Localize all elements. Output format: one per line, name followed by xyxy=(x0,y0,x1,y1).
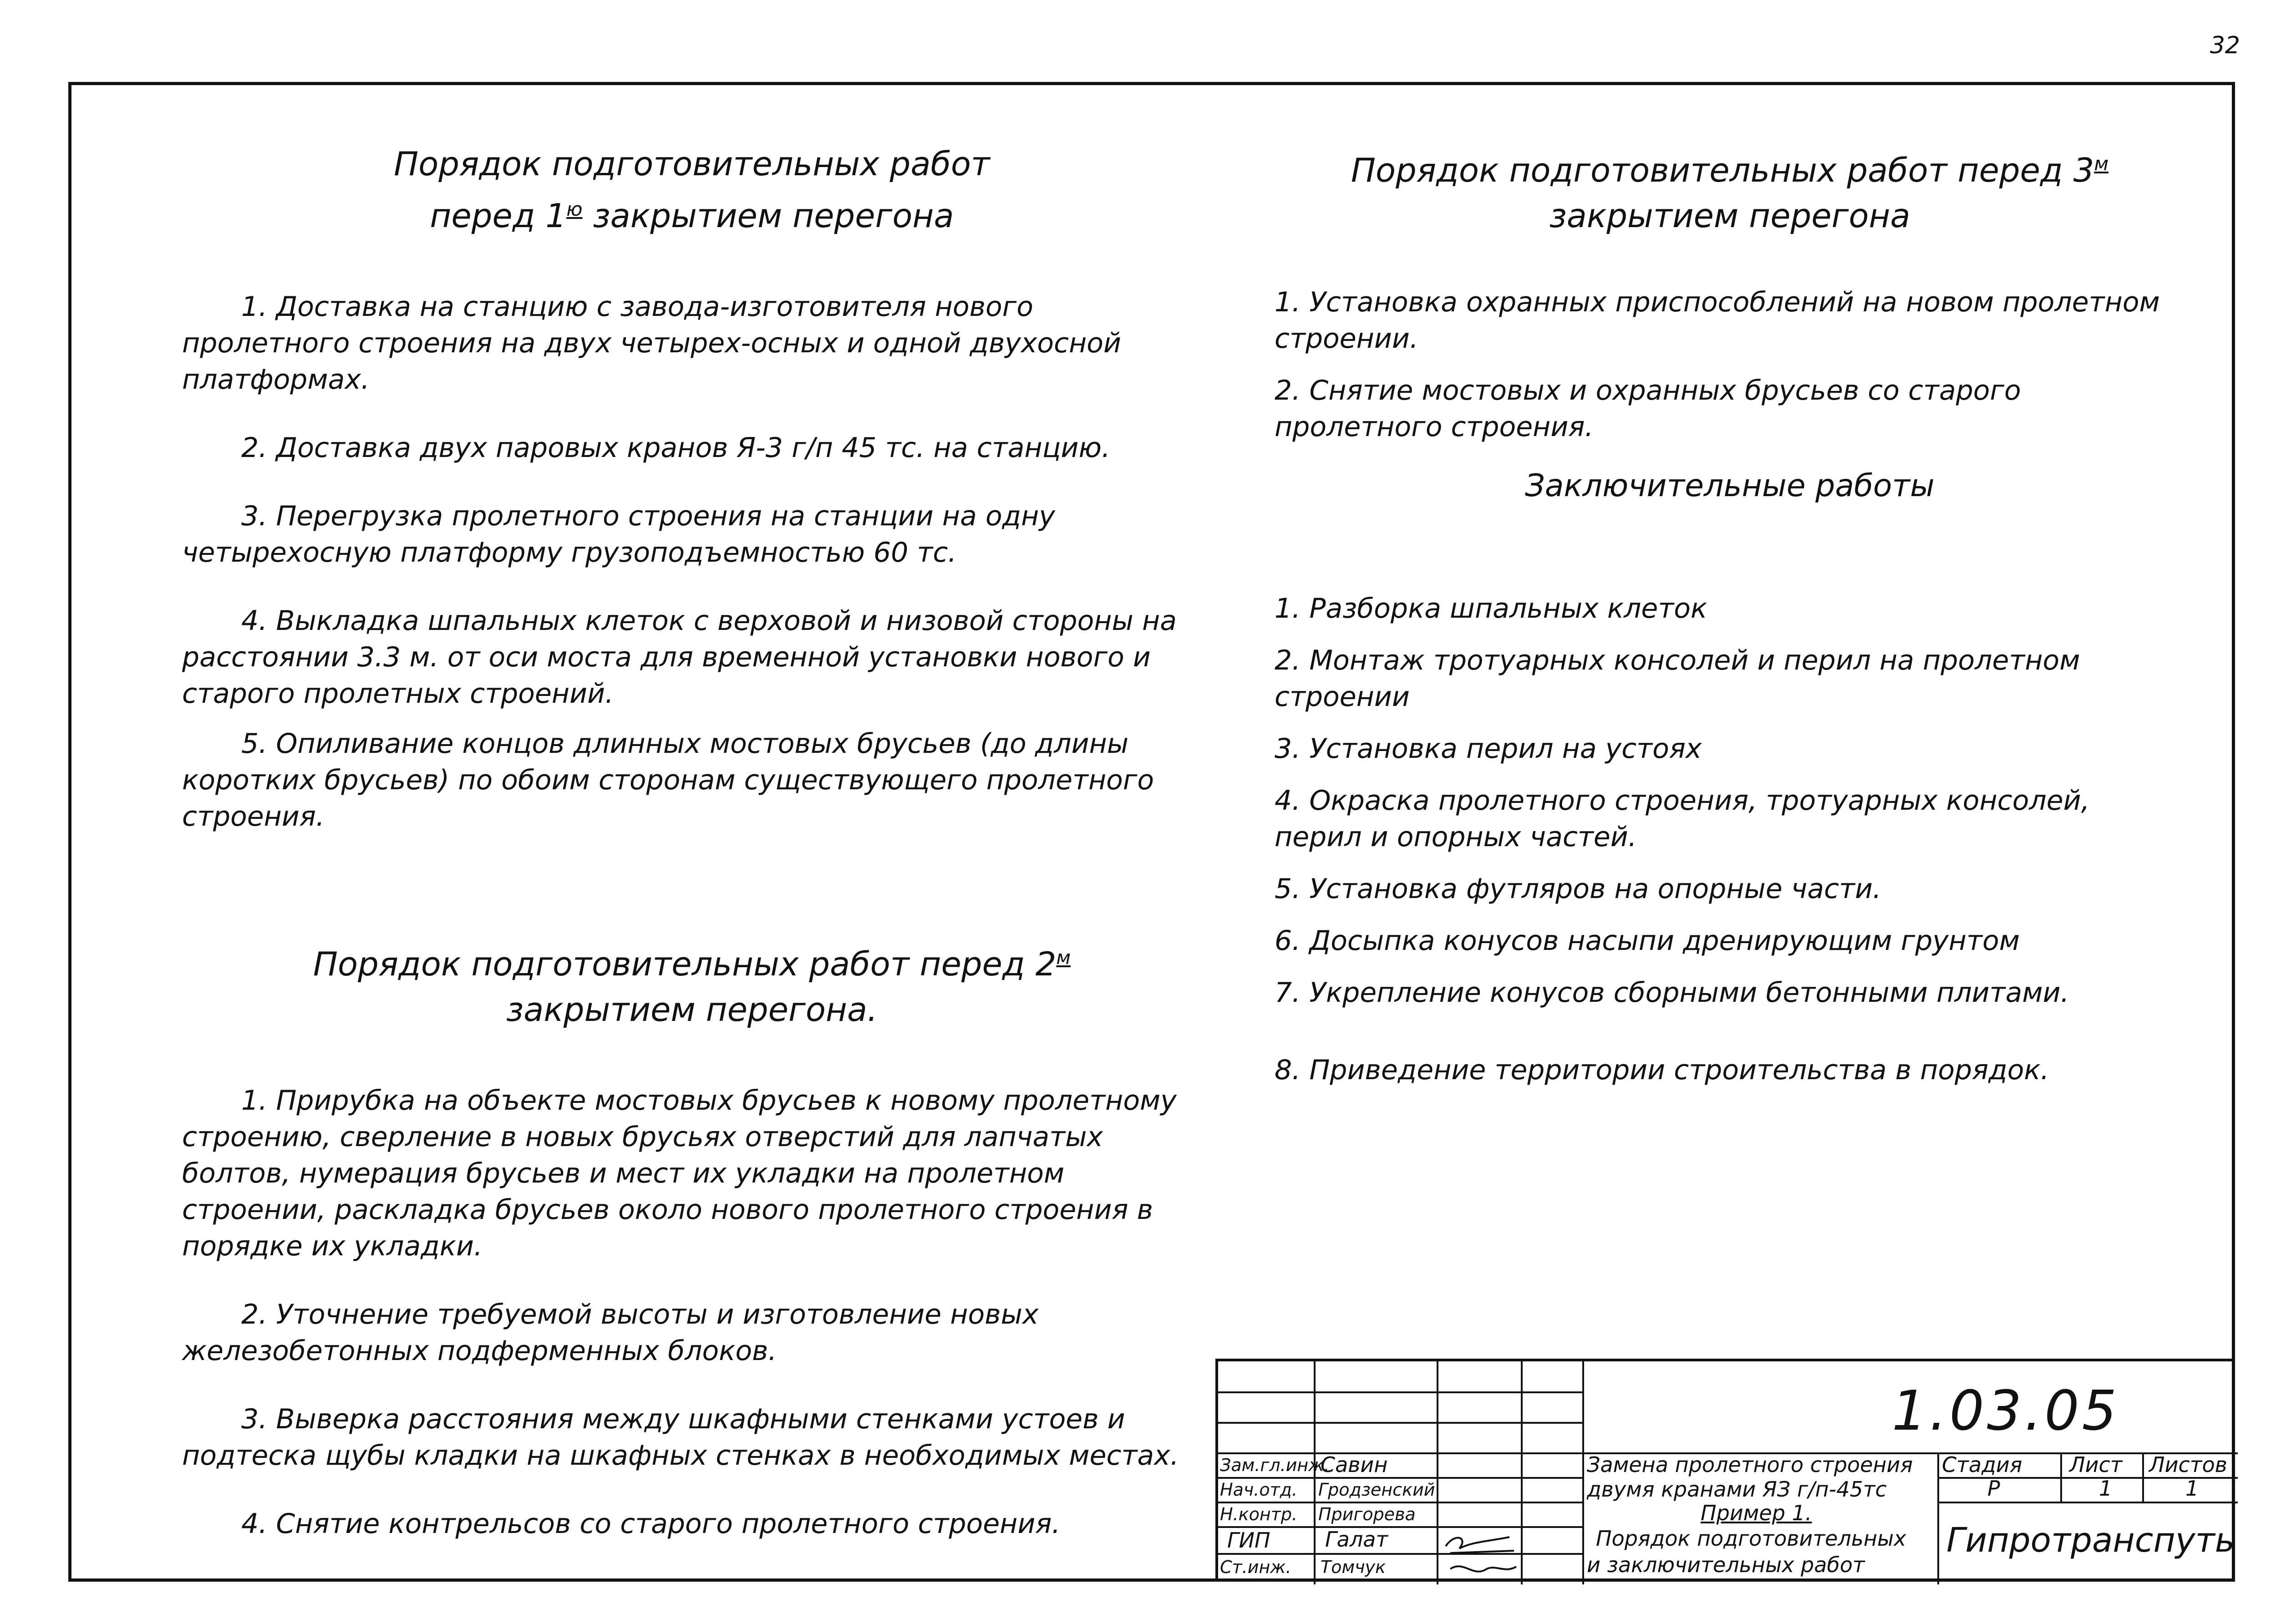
prep2-item-2: 2. Уточнение требуемой высоты и изготовление новых железобетонных подферменных блоков. xyxy=(182,1299,1039,1367)
heading-prep-1-line1: Порядок подготовительных работ xyxy=(394,145,990,183)
tb-line xyxy=(1218,1526,1582,1528)
heading-prep-3-sup: м xyxy=(2094,152,2109,175)
tb-line xyxy=(2142,1452,2144,1502)
heading-prep-1-line2 xyxy=(182,187,1202,239)
sheet-number: 32 xyxy=(2210,32,2240,59)
final-item-2: 2. Монтаж тротуарных консолей и перил на пролетном строении xyxy=(1275,645,2080,713)
final-item-6: 6. Досыпка конусов насыпи дренирующим грунтом xyxy=(1275,925,2020,957)
heading-prep-3-line1 xyxy=(1275,141,2185,193)
role-head-of-department: Нач.отд. xyxy=(1220,1480,1298,1500)
heading-final-works: Заключительные работы xyxy=(1525,468,1935,504)
tb-line xyxy=(1521,1361,1523,1584)
prep2-item-3: 3. Выверка расстояния между шкафными стенками устоев и подтеска щубы кладки на шкафных стенках в необходимых местах. xyxy=(182,1403,1179,1472)
tb-line xyxy=(2060,1452,2062,1502)
role-chief-project-engineer: ГИП xyxy=(1227,1528,1270,1553)
sheet-label: Лист xyxy=(2069,1452,2123,1477)
heading-prep-2-line1 xyxy=(182,935,1202,987)
heading-prep-3-pre: Порядок подготовительных работ перед 3 xyxy=(1351,151,2094,189)
prep1-item-5: 5. Опиливание концов длинных мостовых брусьев (до длины коротких брусьев) по обоим сторонам существующего пролетного строения. xyxy=(182,728,1154,832)
sheets-label: Листов xyxy=(2149,1452,2227,1477)
title-block xyxy=(1215,1359,2235,1582)
heading-prep-3 xyxy=(1275,141,2185,239)
prep3-item-1: 1. Установка охранных приспособлений на новом пролетном строении. xyxy=(1275,286,2160,355)
heading-prep-1-pre: перед 1 xyxy=(430,197,567,235)
name-5: Томчук xyxy=(1321,1557,1386,1577)
organization-name: Гипротранспуть xyxy=(1946,1521,2235,1560)
signature-galat xyxy=(1441,1528,1519,1583)
title-line-2: двумя кранами ЯЗ г/п-45тс xyxy=(1587,1477,1887,1502)
prep1-item-2: 2. Доставка двух паровых кранов Я-3 г/п 45 тс. на станцию. xyxy=(241,432,1111,464)
role-deputy-chief-engineer: Зам.гл.инж. xyxy=(1220,1455,1330,1475)
title-line-4: Порядок подготовительных xyxy=(1596,1526,1906,1551)
heading-prep-2-pre: Порядок подготовительных работ перед 2 xyxy=(313,945,1057,983)
heading-prep-2-line2: закрытием перегона. xyxy=(506,990,878,1029)
prep1-item-4: 4. Выкладка шпальных клеток с верховой и низовой стороны на расстоянии 3.3 м. от оси моста для временной установки нового и старого пролетных строений. xyxy=(182,605,1177,710)
title-line-1: Замена пролетного строения xyxy=(1587,1452,1913,1477)
prep2-item-1: 1. Прирубка на объекте мостовых брусьев к новому пролетному строению, сверление в новых брусьях отверстий для лапчатых болтов, нумерация брусьев и мест их укладки на пролетном строении, раскладка брусьев около нового пролетного строения в порядке их укладки. xyxy=(182,1085,1177,1262)
heading-prep-2 xyxy=(182,935,1202,1032)
tb-line xyxy=(1218,1553,1582,1555)
heading-prep-1-post: закрытием перегона xyxy=(582,197,954,235)
final-item-1: 1. Разборка шпальных клеток xyxy=(1275,593,1707,624)
prep3-item-2: 2. Снятие мостовых и охранных брусьев со старого пролетного строения. xyxy=(1275,375,2021,443)
sheets-value: 1 xyxy=(2185,1476,2199,1501)
tb-line xyxy=(1218,1422,1582,1424)
name-2: Гродзенский xyxy=(1318,1480,1435,1500)
final-item-8: 8. Приведение территории строительства в порядок. xyxy=(1275,1054,2049,1086)
title-line-3: Пример 1. xyxy=(1701,1501,1812,1525)
final-item-4: 4. Окраска пролетного строения, тротуарных консолей, перил и опорных частей. xyxy=(1275,785,2090,853)
sheet-value: 1 xyxy=(2099,1476,2113,1501)
tb-line xyxy=(1218,1502,1582,1503)
prep1-item-3: 3. Перегрузка пролетного строения на станции на одну четырехосную платформу грузоподъемностью 60 тс. xyxy=(182,500,1055,568)
role-senior-engineer: Ст.инж. xyxy=(1220,1557,1291,1577)
tb-line xyxy=(1582,1361,1584,1584)
spacer xyxy=(182,867,1202,935)
heading-prep-2-sup: м xyxy=(1056,946,1071,969)
tb-line xyxy=(1218,1391,1582,1393)
name-4: Галат xyxy=(1325,1527,1388,1552)
final-item-5: 5. Установка футляров на опорные части. xyxy=(1275,873,1882,905)
drawing-code: 1.03.05 xyxy=(1892,1380,2120,1443)
tb-line xyxy=(1437,1361,1438,1584)
prep1-item-1: 1. Доставка на станцию с завода-изготовителя нового пролетного строения на двух четырех-осных и одной двухосной платформах. xyxy=(182,291,1121,396)
title-line-5: и заключительных работ xyxy=(1587,1553,1865,1577)
stage-value: Р xyxy=(1987,1476,2000,1501)
heading-prep-1 xyxy=(182,141,1202,239)
name-3: Пригорева xyxy=(1318,1504,1416,1524)
tb-line xyxy=(1218,1477,1582,1479)
prep2-item-4: 4. Снятие контрельсов со старого пролетного строения. xyxy=(241,1508,1061,1540)
final-item-7: 7. Укрепление конусов сборными бетонными плитами. xyxy=(1275,977,2069,1009)
role-standards-control: Н.контр. xyxy=(1220,1504,1298,1524)
stage-label: Стадия xyxy=(1942,1452,2022,1477)
final-item-3: 3. Установка перил на устоях xyxy=(1275,733,1702,765)
tb-line xyxy=(1937,1452,1939,1584)
name-1: Савин xyxy=(1321,1452,1388,1477)
heading-prep-1-sup: ю xyxy=(566,198,583,220)
left-column xyxy=(182,141,1202,1574)
tb-line xyxy=(1937,1502,2238,1503)
heading-prep-3-line2: закрытием перегона xyxy=(1549,197,1910,235)
right-column xyxy=(1275,141,2185,1104)
